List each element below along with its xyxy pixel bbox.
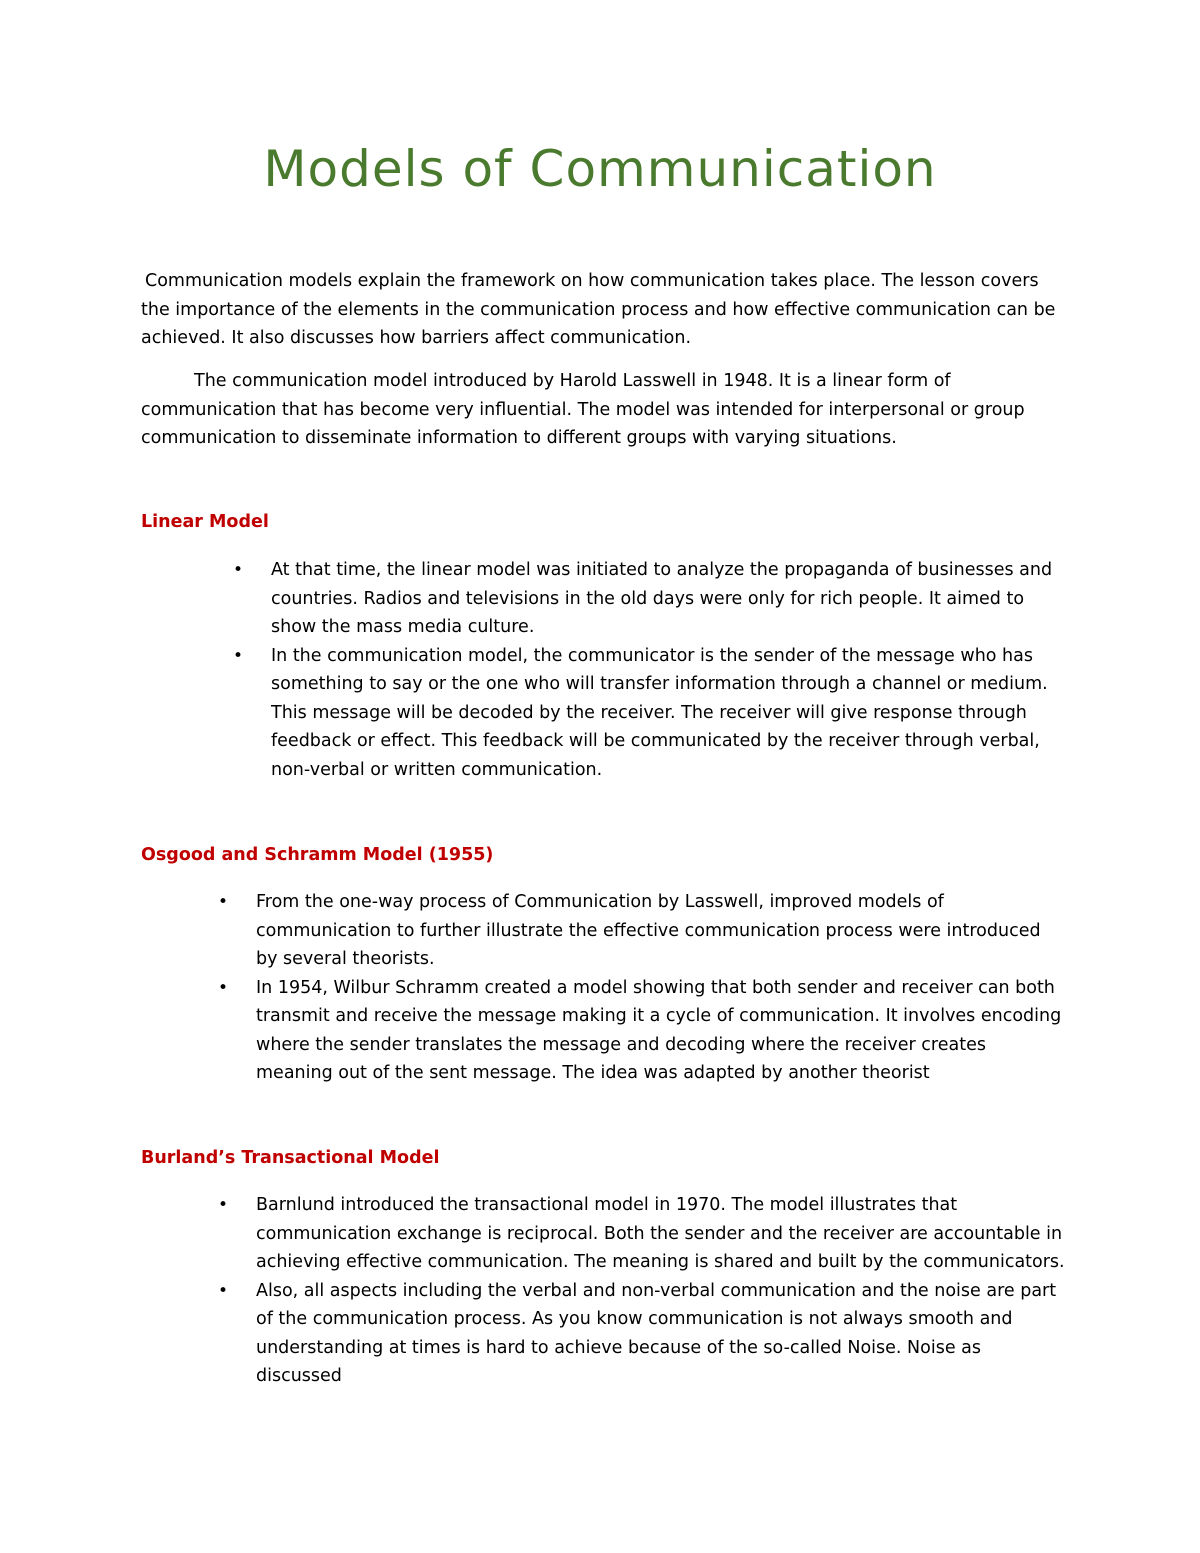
list-item bbox=[233, 642, 1061, 785]
list-item-text: Barnlund introduced the transactional model in 1970. The model illustrates that communication exchange is reciprocal. Both the sender and the receiver are accountable in achieving effective communication. The meaning is shared and built by the communicators. bbox=[256, 1195, 1065, 1272]
list-item-text: Also, all aspects including the verbal and non-verbal communication and the noise are part of the communication process. As you know communication is not always smooth and understanding at times is hard to achieve because of the so-called Noise. Noise as discussed bbox=[256, 1280, 1057, 1386]
bullet-icon: • bbox=[218, 977, 229, 998]
section-heading-linear-model: Linear Model bbox=[141, 512, 269, 532]
bullet-icon: • bbox=[218, 1280, 229, 1301]
bullet-icon: • bbox=[233, 645, 244, 666]
page-title: Models of Communication bbox=[263, 140, 937, 198]
list-item-text: From the one-way process of Communication by Lasswell, improved models of communication to further illustrate the effective communication process were introduced by several theorists. bbox=[256, 892, 1041, 969]
section-heading-transactional-model: Burland’s Transactional Model bbox=[141, 1148, 440, 1168]
list-item bbox=[218, 888, 1066, 974]
transactional-model-bullet-list bbox=[218, 1191, 1066, 1391]
section-heading-osgood-schramm: Osgood and Schramm Model (1955) bbox=[141, 845, 494, 865]
bullet-icon: • bbox=[233, 560, 244, 580]
lasswell-paragraph: The communication model introduced by Harold Lasswell in 1948. It is a linear form of communication that has become very influential. The model was intended for interpersonal or group communication to disseminate information to different groups with varying situations. bbox=[141, 371, 1025, 448]
list-item-text: In 1954, Wilbur Schramm created a model showing that both sender and receiver can both transmit and receive the message making it a cycle of communication. It involves encoding where the sender translates the message and decoding where the receiver creates meaning out of the sent message. The idea was adapted by another theorist bbox=[256, 977, 1062, 1083]
linear-model-bullet-list bbox=[233, 556, 1061, 784]
list-item bbox=[218, 974, 1066, 1088]
list-item bbox=[218, 1191, 1066, 1277]
list-item bbox=[233, 556, 1061, 642]
osgood-schramm-bullet-list bbox=[218, 888, 1066, 1088]
bullet-icon: • bbox=[218, 1195, 229, 1215]
intro-paragraph: Communication models explain the framework on how communication takes place. The lesson covers the importance of the elements in the communication process and how effective communication can be achieved. It also discusses how barriers affect communication. bbox=[141, 271, 1056, 348]
list-item-text: In the communication model, the communicator is the sender of the message who has something to say or the one who will transfer information through a channel or medium. This message will be decoded by the receiver. The receiver will give response through feedback or effect. This feedback will be communicated by the receiver through verbal, non-verbal or written communication. bbox=[271, 645, 1048, 780]
bullet-icon: • bbox=[218, 892, 229, 912]
list-item bbox=[218, 1277, 1066, 1391]
list-item-text: At that time, the linear model was initiated to analyze the propaganda of businesses and countries. Radios and televisions in the old days were only for rich people. It aimed to show the mass media culture. bbox=[271, 560, 1053, 637]
